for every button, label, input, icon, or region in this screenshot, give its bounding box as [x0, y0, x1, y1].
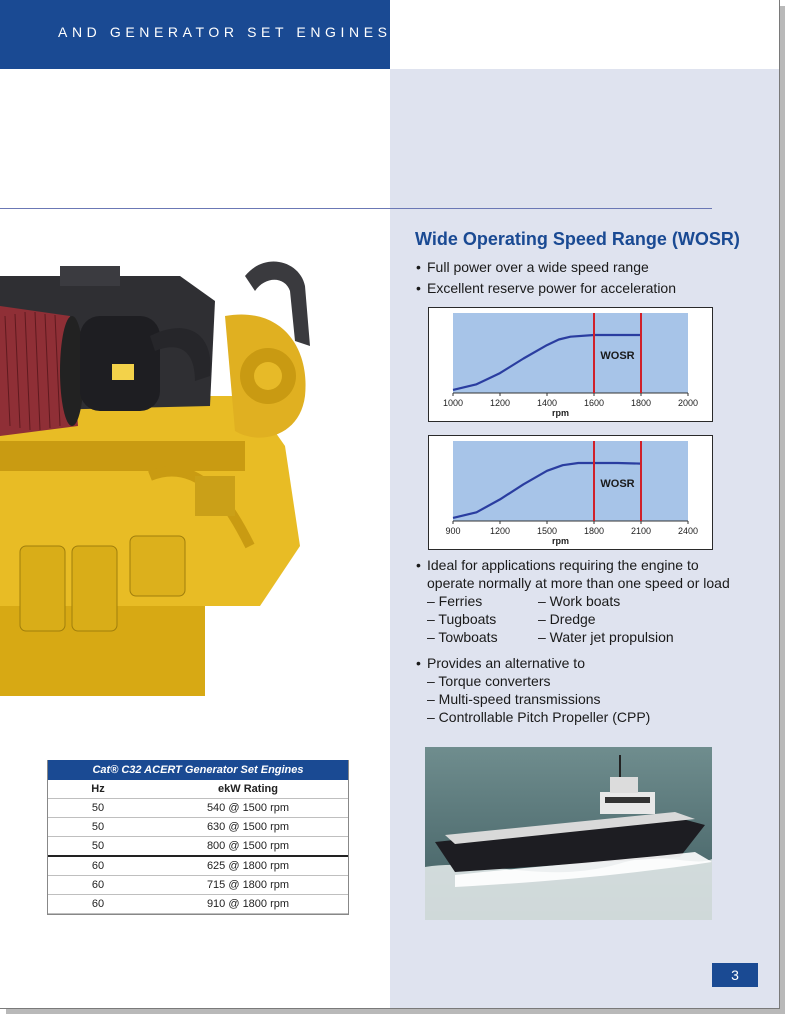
x-tick-label: 2100: [630, 526, 652, 536]
cell-hz: 50: [91, 821, 105, 833]
header-title: AND GENERATOR SET ENGINES: [58, 24, 392, 40]
chart-svg: [429, 436, 712, 549]
bullet-item: • Excellent reserve power for acceleration: [416, 280, 677, 296]
cell-hz: 60: [91, 898, 105, 910]
page-shadow: [6, 1009, 785, 1014]
page-shadow: [780, 6, 785, 1014]
application-item: – Tugboats: [427, 611, 497, 627]
cell-ekw: 625 @ 1800 rpm: [206, 860, 290, 872]
x-tick-label: 1200: [489, 398, 511, 408]
wosr-chart-1: [428, 307, 713, 422]
bullet-item: • Ideal for applications requiring the engine to: [416, 557, 699, 573]
x-tick-label: 900: [445, 526, 461, 536]
x-tick-label: 2400: [677, 526, 699, 536]
x-tick-label: 1200: [489, 526, 511, 536]
table-row: [48, 876, 348, 895]
ship-photo: [425, 747, 712, 920]
x-tick-label: 1400: [536, 398, 558, 408]
application-item: – Dredge: [538, 611, 596, 627]
application-item: – Water jet propulsion: [538, 629, 674, 645]
bullet-item: • Full power over a wide speed range: [416, 259, 649, 275]
bullet-item: • Provides an alternative to: [416, 655, 585, 671]
range-label: WOSR: [600, 350, 635, 362]
cell-ekw: 540 @ 1500 rpm: [206, 802, 290, 814]
table-row: [48, 857, 348, 876]
cell-ekw: 715 @ 1800 rpm: [206, 879, 290, 891]
x-axis-label: rpm: [551, 536, 570, 546]
application-item: – Towboats: [427, 629, 498, 645]
plot-area: [453, 313, 688, 393]
chart-svg: [429, 308, 712, 421]
table-row: [48, 799, 348, 818]
cell-hz: 60: [91, 879, 105, 891]
table-row: [48, 895, 348, 914]
header-band: [0, 0, 390, 69]
table-row: [48, 818, 348, 837]
cell-hz: 50: [91, 840, 105, 852]
x-tick-label: 1800: [583, 526, 605, 536]
cell-ekw: 800 @ 1500 rpm: [206, 840, 290, 852]
section-title: Wide Operating Speed Range (WOSR): [415, 229, 740, 249]
column-header-ekw: ekW Rating: [218, 783, 278, 795]
x-tick-label: 1600: [583, 398, 605, 408]
table-title: Cat® C32 ACERT Generator Set Engines: [48, 760, 348, 780]
x-tick-label: 2000: [677, 398, 699, 408]
table-row: [48, 837, 348, 857]
cell-ekw: 630 @ 1500 rpm: [206, 821, 290, 833]
plot-area: [453, 441, 688, 521]
range-label: WOSR: [600, 478, 635, 490]
application-item: – Ferries: [427, 593, 483, 609]
alternative-item: – Controllable Pitch Propeller (CPP): [427, 709, 651, 725]
cell-ekw: 910 @ 1800 rpm: [206, 898, 290, 910]
divider-line: [0, 208, 712, 209]
table-header-row: [48, 780, 348, 799]
alternative-item: – Multi-speed transmissions: [427, 691, 601, 707]
engine-image: [0, 246, 330, 716]
column-header-hz: Hz: [91, 783, 105, 795]
x-tick-label: 1800: [630, 398, 652, 408]
x-tick-label: 1000: [442, 398, 464, 408]
x-tick-label: 1500: [536, 526, 558, 536]
alternative-item: – Torque converters: [427, 673, 551, 689]
x-axis-label: rpm: [551, 408, 570, 418]
cell-hz: 50: [91, 802, 105, 814]
application-item: – Work boats: [538, 593, 621, 609]
wosr-chart-2: [428, 435, 713, 550]
generator-set-table: [47, 760, 349, 915]
cell-hz: 60: [91, 860, 105, 872]
page-number: 3: [712, 963, 758, 987]
bullet-continuation: operate normally at more than one speed or load: [427, 575, 730, 591]
